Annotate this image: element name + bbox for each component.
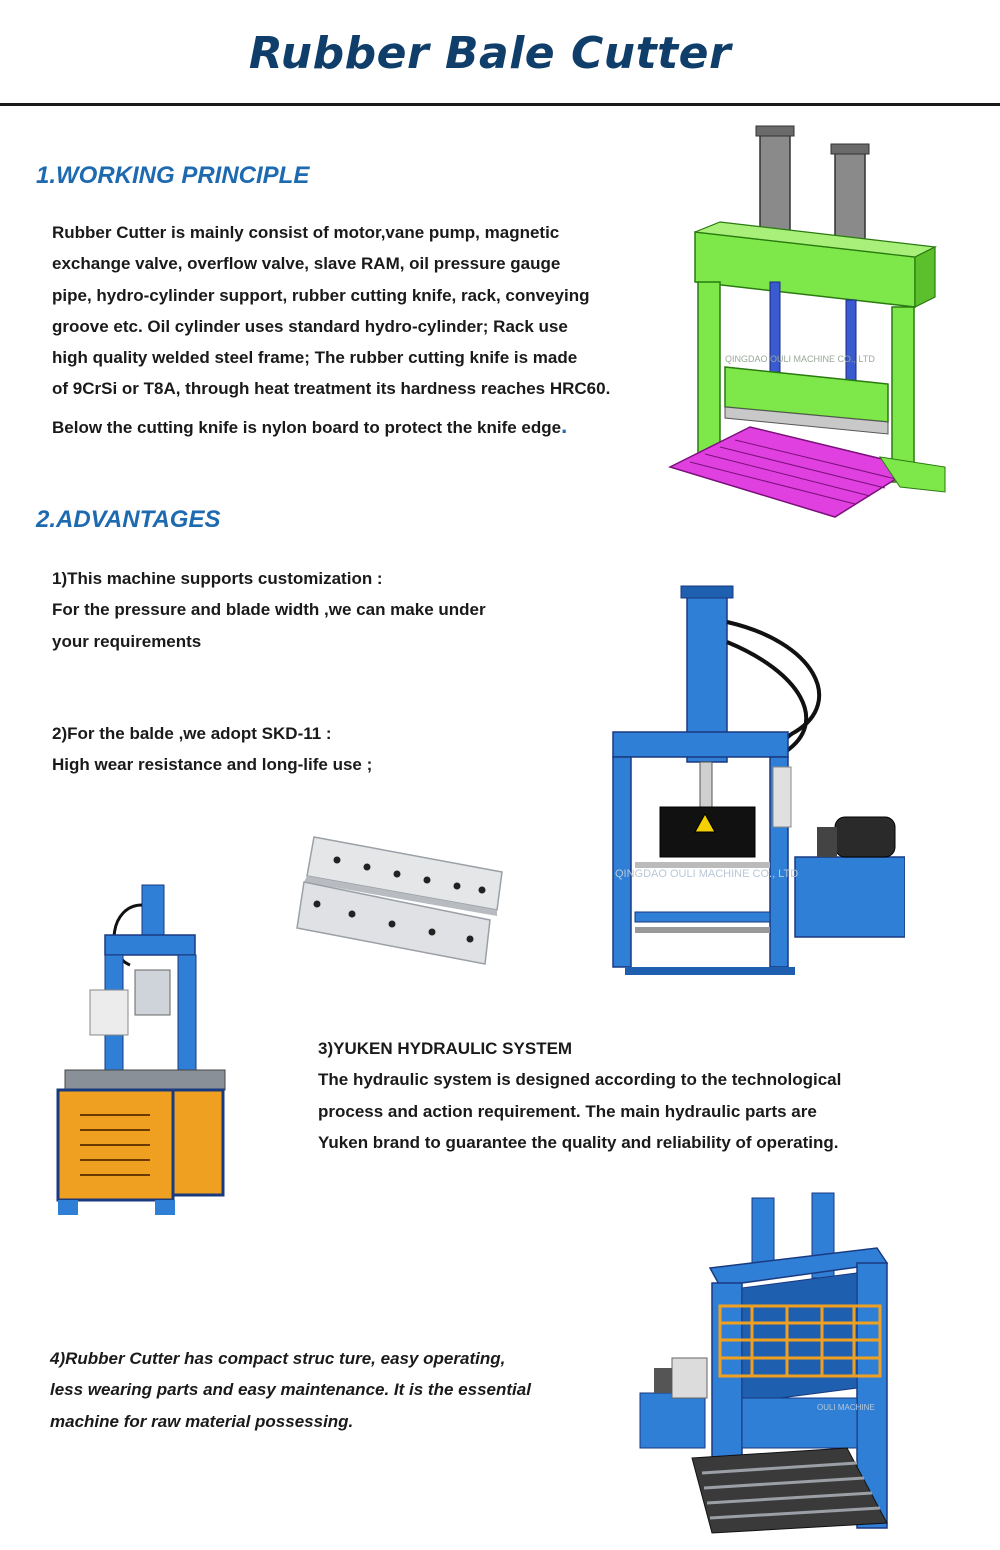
advantage-1 <box>52 563 486 657</box>
large-blue-bale-cutter-image <box>632 1188 900 1540</box>
advantage-4 <box>50 1343 531 1437</box>
end-mark: . <box>561 412 568 438</box>
text-line: For the pressure and blade width ,we can make under <box>52 600 486 620</box>
text-line: your requirements <box>52 631 202 651</box>
text-line: High wear resistance and long-life use ; <box>52 755 373 775</box>
text-line: groove etc. Oil cylinder uses standard hydro-cylinder; Rack use <box>52 316 568 336</box>
skd11-blades-image <box>292 832 507 977</box>
advantage-2 <box>52 718 372 781</box>
text-line: The hydraulic system is designed according to the technological <box>318 1070 842 1090</box>
image-watermark: OULI MACHINE <box>817 1403 875 1412</box>
section-advantages-heading: 2.ADVANTAGES <box>36 506 221 533</box>
image-watermark: QINGDAO OULI MACHINE CO., LTD <box>725 354 875 364</box>
title-divider <box>0 103 1000 106</box>
advantage-3 <box>318 1033 841 1158</box>
text-line: process and action requirement. The main hydraulic parts are <box>318 1101 817 1121</box>
text-line: 4)Rubber Cutter has compact struc ture, easy operating, <box>50 1349 506 1368</box>
text-line: pipe, hydro-cylinder support, rubber cutting knife, rack, conveying <box>52 285 590 305</box>
advantage-1-title: 1)This machine supports customization : <box>52 569 383 588</box>
text-line: Yuken brand to guarantee the quality and reliability of operating. <box>318 1132 839 1152</box>
working-principle-text <box>52 217 610 443</box>
section-working-principle-heading: 1.WORKING PRINCIPLE <box>36 162 310 189</box>
blue-cutter-orange-panel-image <box>50 875 230 1220</box>
text-line: exchange valve, overflow valve, slave RAM, oil pressure gauge <box>52 254 561 274</box>
text-line: of 9CrSi or T8A, through heat treatment its hardness reaches HRC60. <box>52 379 611 399</box>
image-watermark: QINGDAO OULI MACHINE CO., LTD <box>615 868 799 880</box>
advantage-2-title: 2)For the balde ,we adopt SKD-11 : <box>52 724 332 743</box>
text-line: high quality welded steel frame; The rubber cutting knife is made <box>52 348 578 368</box>
text-line: less wearing parts and easy maintenance. It is the essential <box>50 1380 531 1400</box>
text-line: machine for raw material possessing. <box>50 1411 354 1431</box>
text-line: Below the cutting knife is nylon board to protect the knife edge <box>52 417 562 437</box>
text-line: Rubber Cutter is mainly consist of motor,vane pump, magnetic <box>52 223 560 242</box>
blue-cutter-with-hydraulic-unit-image <box>605 582 905 977</box>
advantage-3-title: 3)YUKEN HYDRAULIC SYSTEM <box>318 1039 573 1058</box>
green-frame-cutter-image <box>660 122 950 522</box>
page-title: Rubber Bale Cutter <box>248 28 732 79</box>
